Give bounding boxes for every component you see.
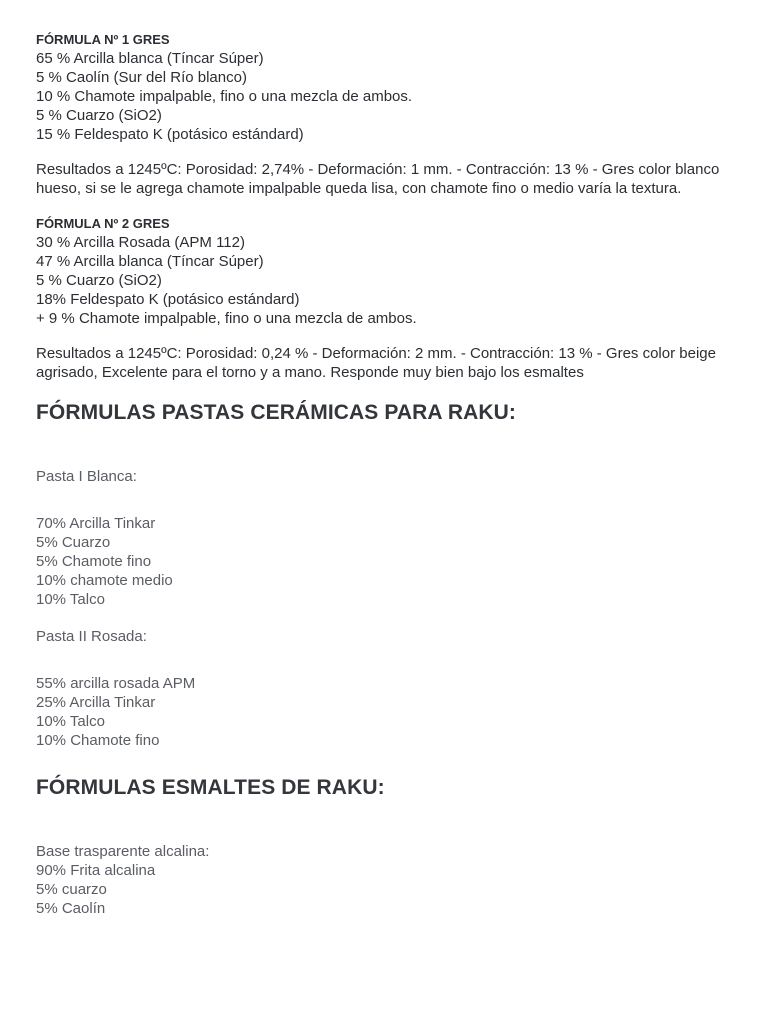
pasta-1-line: 5% Cuarzo [36, 534, 111, 551]
raku-pastas-section [36, 400, 736, 750]
pasta-1-line: 70% Arcilla Tinkar [36, 515, 156, 532]
raku-pastas-heading: FÓRMULAS PASTAS CERÁMICAS PARA RAKU: [36, 401, 516, 424]
formula-1-line: 5 % Caolín (Sur del Río blanco) [36, 69, 247, 86]
formula-2-line: 30 % Arcilla Rosada (APM 112) [36, 234, 245, 251]
pasta-1-line: 5% Chamote fino [36, 553, 152, 570]
pasta-2-line: 10% Chamote fino [36, 732, 160, 749]
base-line: 90% Frita alcalina [36, 862, 156, 879]
formula-2-section [36, 214, 736, 382]
formula-1-section [36, 30, 736, 198]
document-page [36, 30, 736, 918]
pasta-1-title: Pasta I Blanca: [36, 468, 137, 485]
formula-2-line: 18% Feldespato K (potásico estándard) [36, 291, 300, 308]
raku-esmaltes-heading: FÓRMULAS ESMALTES DE RAKU: [36, 776, 385, 799]
pasta-1-line: 10% Talco [36, 591, 105, 608]
base-title: Base trasparente alcalina: [36, 843, 210, 860]
formula-1-title: FÓRMULA Nº 1 GRES [36, 32, 170, 47]
formula-2-title: FÓRMULA Nº 2 GRES [36, 216, 170, 231]
raku-esmaltes-section [36, 775, 736, 918]
formula-2-line: 47 % Arcilla blanca (Tíncar Súper) [36, 253, 264, 270]
pasta-2-title: Pasta II Rosada: [36, 628, 147, 645]
base-line: 5% Caolín [36, 900, 106, 917]
formula-2-line: + 9 % Chamote impalpable, fino o una mezcla de ambos. [36, 310, 417, 327]
formula-1-line: 65 % Arcilla blanca (Tíncar Súper) [36, 50, 264, 67]
pasta-2-line: 25% Arcilla Tinkar [36, 694, 156, 711]
pasta-2-line: 55% arcilla rosada APM [36, 675, 196, 692]
formula-1-results: Resultados a 1245ºC: Porosidad: 2,74% - Deformación: 1 mm. - Contracción: 13 % - Gres color blanco hueso, si se le agrega chamote impalpable queda lisa, con chamote fino o medio varía la textura. [36, 161, 720, 197]
base-line: 5% cuarzo [36, 881, 107, 898]
pasta-2-line: 10% Talco [36, 713, 105, 730]
formula-1-line: 10 % Chamote impalpable, fino o una mezcla de ambos. [36, 88, 413, 105]
formula-1-line: 15 % Feldespato K (potásico estándard) [36, 126, 304, 143]
formula-2-line: 5 % Cuarzo (SiO2) [36, 272, 162, 289]
formula-1-line: 5 % Cuarzo (SiO2) [36, 107, 162, 124]
formula-2-results: Resultados a 1245ºC: Porosidad: 0,24 % - Deformación: 2 mm. - Contracción: 13 % - Gres color beige agrisado, Excelente para el torno y a mano. Responde muy bien bajo los esmaltes [36, 345, 716, 381]
pasta-1-line: 10% chamote medio [36, 572, 173, 589]
